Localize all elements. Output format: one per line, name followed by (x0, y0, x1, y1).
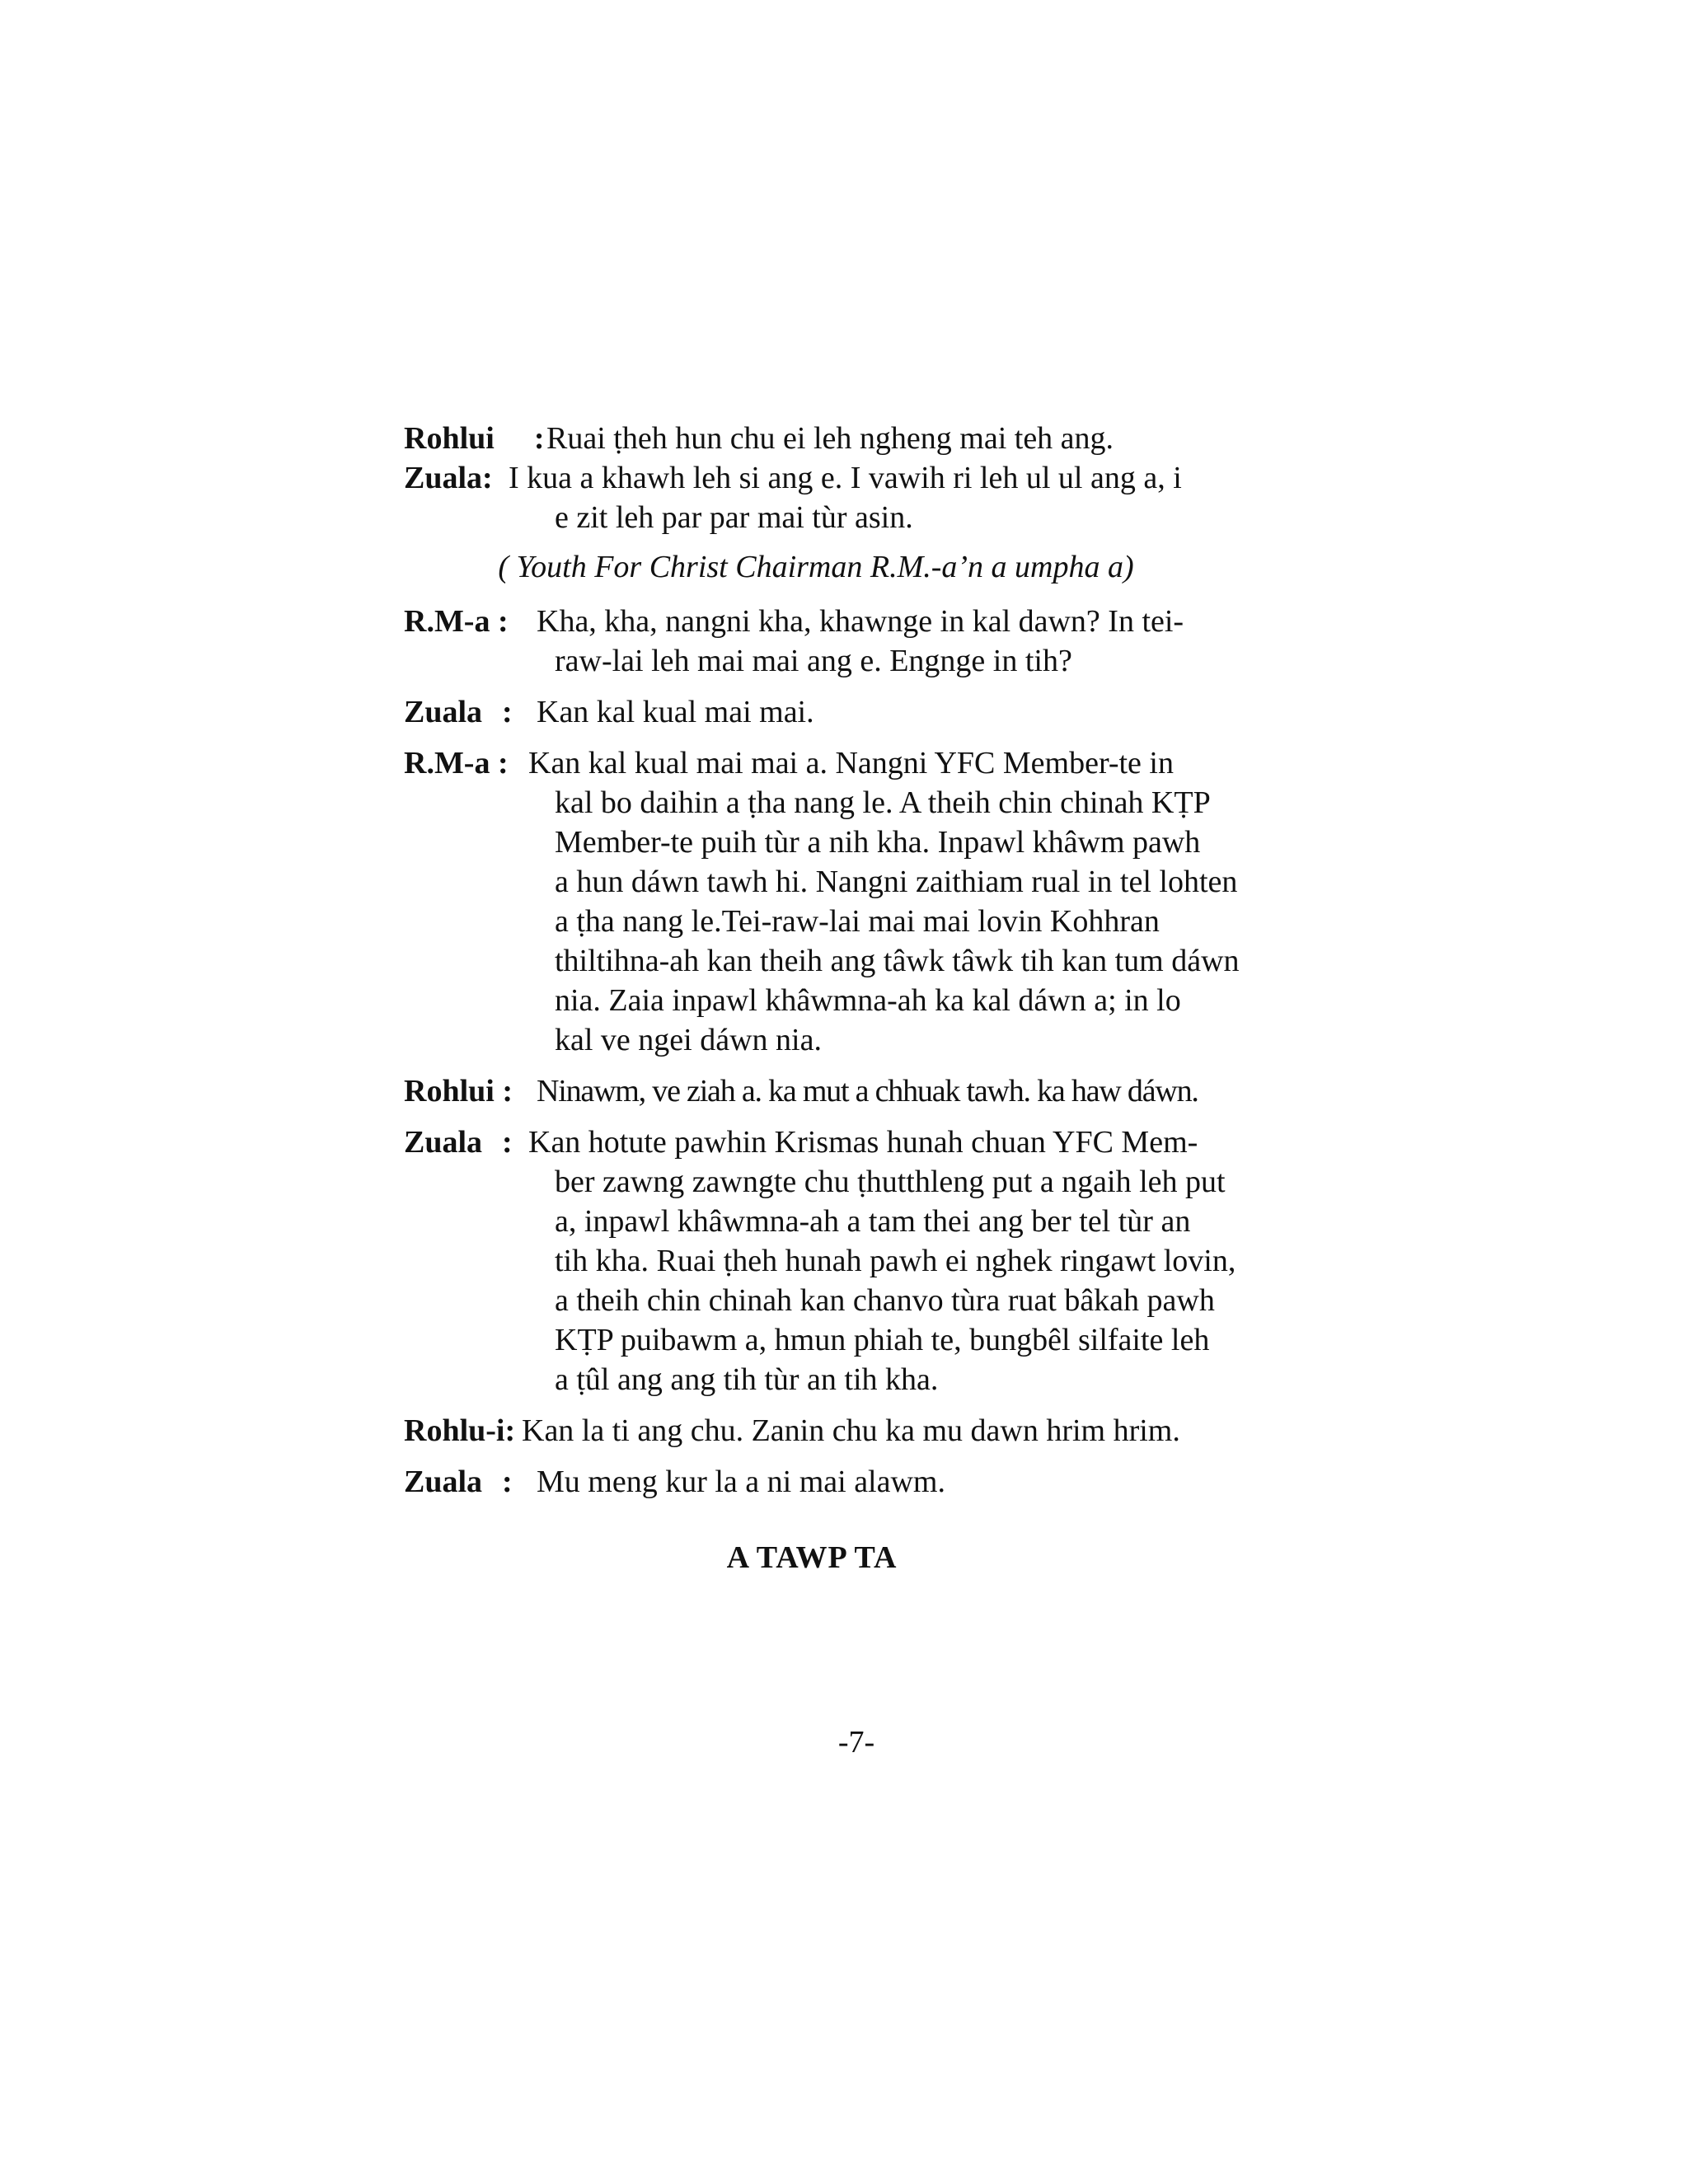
dialogue-entry (404, 1122, 1236, 1399)
speaker-name: R.M-a : (404, 604, 509, 639)
dialogue-line: Kan kal kual mai mai a. Nangni YFC Member-te in (528, 746, 1174, 780)
dialogue-line: Kan la ti ang chu. Zanin chu ka mu dawn hrim hrim. (522, 1413, 1180, 1448)
dialogue-line: tih kha. Ruai ṭheh hunah pawh ei nghek ringawt lovin, (555, 1244, 1236, 1278)
dialogue-line: KṬP puibawm a, hmun phiah te, bungbêl silfaite leh (555, 1323, 1210, 1357)
dialogue-entry (404, 1411, 1195, 1451)
dialogue-line: Ninawm, ve ziah a. ka mut a chhuak tawh. ka haw dáwn. (537, 1074, 1198, 1108)
dialogue-line: nia. Zaia inpawl khâwmna-ah ka kal dáwn a; in lo (555, 983, 1181, 1018)
dialogue-line: a theih chin chinah kan chanvo tùra ruat bâkah pawh (555, 1283, 1215, 1318)
dialogue-line: thiltihna-ah kan theih ang tâwk tâwk tih kan tum dáwn (555, 944, 1240, 978)
dialogue-line: kal bo daihin a ṭha nang le. A theih chin chinah KṬP (555, 785, 1211, 820)
dialogue-line: Kan hotute pawhin Krismas hunah chuan YFC Mem- (528, 1125, 1198, 1160)
end-heading: A TAWP TA (726, 1540, 898, 1575)
speaker-name: Rohlu-i: (404, 1413, 516, 1448)
speaker-name: Zuala : (404, 695, 513, 729)
document-page (404, 419, 1240, 1576)
dialogue-entry (404, 743, 1240, 1060)
speaker-name: Zuala : (404, 1125, 513, 1160)
dialogue-line: a hun dáwn tawh hi. Nangni zaithiam rual in tel lohten (555, 865, 1238, 899)
dialogue-entry (404, 1071, 1198, 1111)
dialogue-entry (404, 419, 1195, 458)
dialogue-entry (404, 692, 1195, 732)
dialogue-line: kal ve ngei dáwn nia. (555, 1023, 822, 1057)
speaker-name: Rohlui : (404, 421, 545, 456)
dialogue-line: Ruai ṭheh hun chu ei leh ngheng mai teh ang. (546, 421, 1114, 456)
speaker-name: Rohlui : (404, 1074, 513, 1108)
dialogue-entry (404, 458, 1195, 537)
dialogue-line: Member-te puih tùr a nih kha. Inpawl khâwm pawh (555, 825, 1201, 860)
speaker-name: Zuala : (404, 1465, 513, 1499)
dialogue-line: a, inpawl khâwmna-ah a tam thei ang ber tel tùr an (555, 1204, 1191, 1239)
dialogue-line: e zit leh par par mai tùr asin. (555, 500, 913, 535)
speaker-name: R.M-a : (404, 746, 509, 780)
dialogue-line: I kua a khawh leh si ang e. I vawih ri leh ul ul ang a, i (509, 461, 1182, 495)
dialogue-line: Kan kal kual mai mai. (537, 695, 814, 729)
dialogue-line: ber zawng zawngte chu ṭhutthleng put a ngaih leh put (555, 1165, 1226, 1199)
dialogue-line: Mu meng kur la a ni mai alawm. (537, 1465, 945, 1499)
dialogue-line: a ṭha nang le.Tei-raw-lai mai mai lovin Kohhran (555, 904, 1160, 939)
dialogue-entry (404, 1462, 1195, 1502)
dialogue-entry (404, 602, 1195, 681)
dialogue-line: raw-lai leh mai mai ang e. Engnge in tih? (555, 644, 1072, 678)
page-number: -7- (837, 1725, 875, 1760)
stage-direction: ( Youth For Christ Chairman R.M.-a’n a umpha a) (498, 550, 1134, 584)
dialogue-line: Kha, kha, nangni kha, khawnge in kal dawn? In tei- (537, 604, 1184, 639)
dialogue-line: a ṭûl ang ang tih tùr an tih kha. (555, 1362, 939, 1397)
speaker-name: Zuala: (404, 461, 493, 495)
